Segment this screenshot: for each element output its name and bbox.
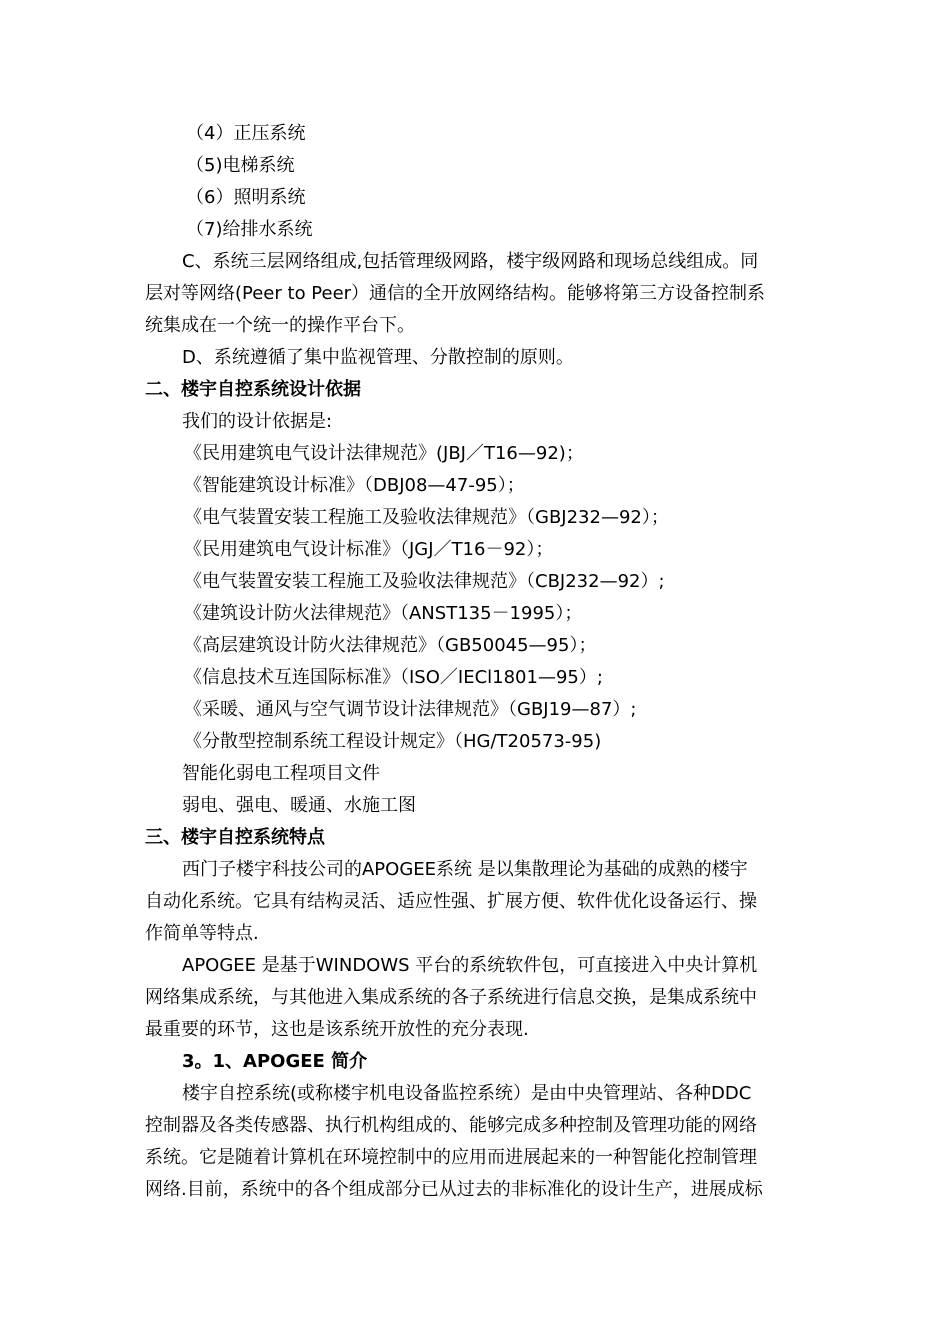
reference-item: 《采暖、通风与空气调节设计法律规范》（GBJ19—87）; <box>184 699 637 720</box>
features-para1-line: 西门子楼宇科技公司的APOGEE系统 是以集散理论为基础的成熟的楼宇 <box>182 859 748 880</box>
subheading-apogee-intro: 3。1、APOGEE 简介 <box>182 1051 368 1072</box>
apogee-para-line: 楼宇自控系统(或称楼宇机电设备监控系统）是由中央管理站、各种DDC <box>182 1083 752 1104</box>
section-heading-features: 三、楼宇自控系统特点 <box>145 827 325 848</box>
para-d: D、系统遵循了集中监视管理、分散控制的原则。 <box>182 347 574 368</box>
list-item-positive-pressure: （4）正压系统 <box>186 123 306 144</box>
features-para2-line: APOGEE 是基于WINDOWS 平台的系统软件包，可直接进入中央计算机 <box>182 955 758 976</box>
reference-item: 《建筑设计防火法律规范》（ANST135－1995）； <box>184 603 583 624</box>
reference-item: 弱电、强电、暖通、水施工图 <box>182 795 416 816</box>
list-item-water: （7)给排水系统 <box>186 219 313 240</box>
features-para2-line: 网络集成系统，与其他进入集成系统的各子系统进行信息交换，是集成系统中 <box>145 987 757 1008</box>
list-item-lighting: （6）照明系统 <box>186 187 306 208</box>
section-heading-design-basis: 二、楼宇自控系统设计依据 <box>145 379 361 400</box>
reference-item: 《电气装置安装工程施工及验收法律规范》（CBJ232—92）; <box>184 571 665 592</box>
para-c-line: 层对等网络(Peer to Peer）通信的全开放网络结构。能够将第三方设备控制系 <box>145 283 766 304</box>
features-para1-line: 作简单等特点. <box>145 923 259 944</box>
reference-item: 《分散型控制系统工程设计规定》（HG/T20573-95) <box>184 731 602 752</box>
reference-item: 《高层建筑设计防火法律规范》（GB50045—95）； <box>184 635 597 656</box>
reference-item: 《民用建筑电气设计标准》（JGJ／T16－92）； <box>184 539 554 560</box>
list-item-elevator: （5)电梯系统 <box>186 155 295 176</box>
reference-item: 《智能建筑设计标准》（DBJ08—47-95）； <box>184 475 525 496</box>
para-c-line: C、系统三层网络组成,包括管理级网路，楼宇级网路和现场总线组成。同 <box>182 251 759 272</box>
apogee-para-line: 系统。它是随着计算机在环境控制中的应用而进展起来的一种智能化控制管理 <box>145 1147 757 1168</box>
reference-item: 《电气装置安装工程施工及验收法律规范》（GBJ232—92）； <box>184 507 669 528</box>
design-basis-intro: 我们的设计依据是: <box>182 411 333 432</box>
para-c-line: 统集成在一个统一的操作平台下。 <box>145 315 415 336</box>
reference-item: 智能化弱电工程项目文件 <box>182 763 380 784</box>
reference-item: 《信息技术互连国际标准》（ISO／IECl1801—95）; <box>184 667 603 688</box>
apogee-para-line: 控制器及各类传感器、执行机构组成的、能够完成多种控制及管理功能的网络 <box>145 1115 757 1136</box>
apogee-para-line: 网络.目前，系统中的各个组成部分已从过去的非标准化的设计生产，进展成标 <box>145 1179 763 1200</box>
reference-item: 《民用建筑电气设计法律规范》(JBJ／T16—92)； <box>184 443 584 464</box>
features-para2-line: 最重要的环节，这也是该系统开放性的充分表现. <box>145 1019 529 1040</box>
features-para1-line: 自动化系统。它具有结构灵活、适应性强、扩展方便、软件优化设备运行、操 <box>145 891 757 912</box>
